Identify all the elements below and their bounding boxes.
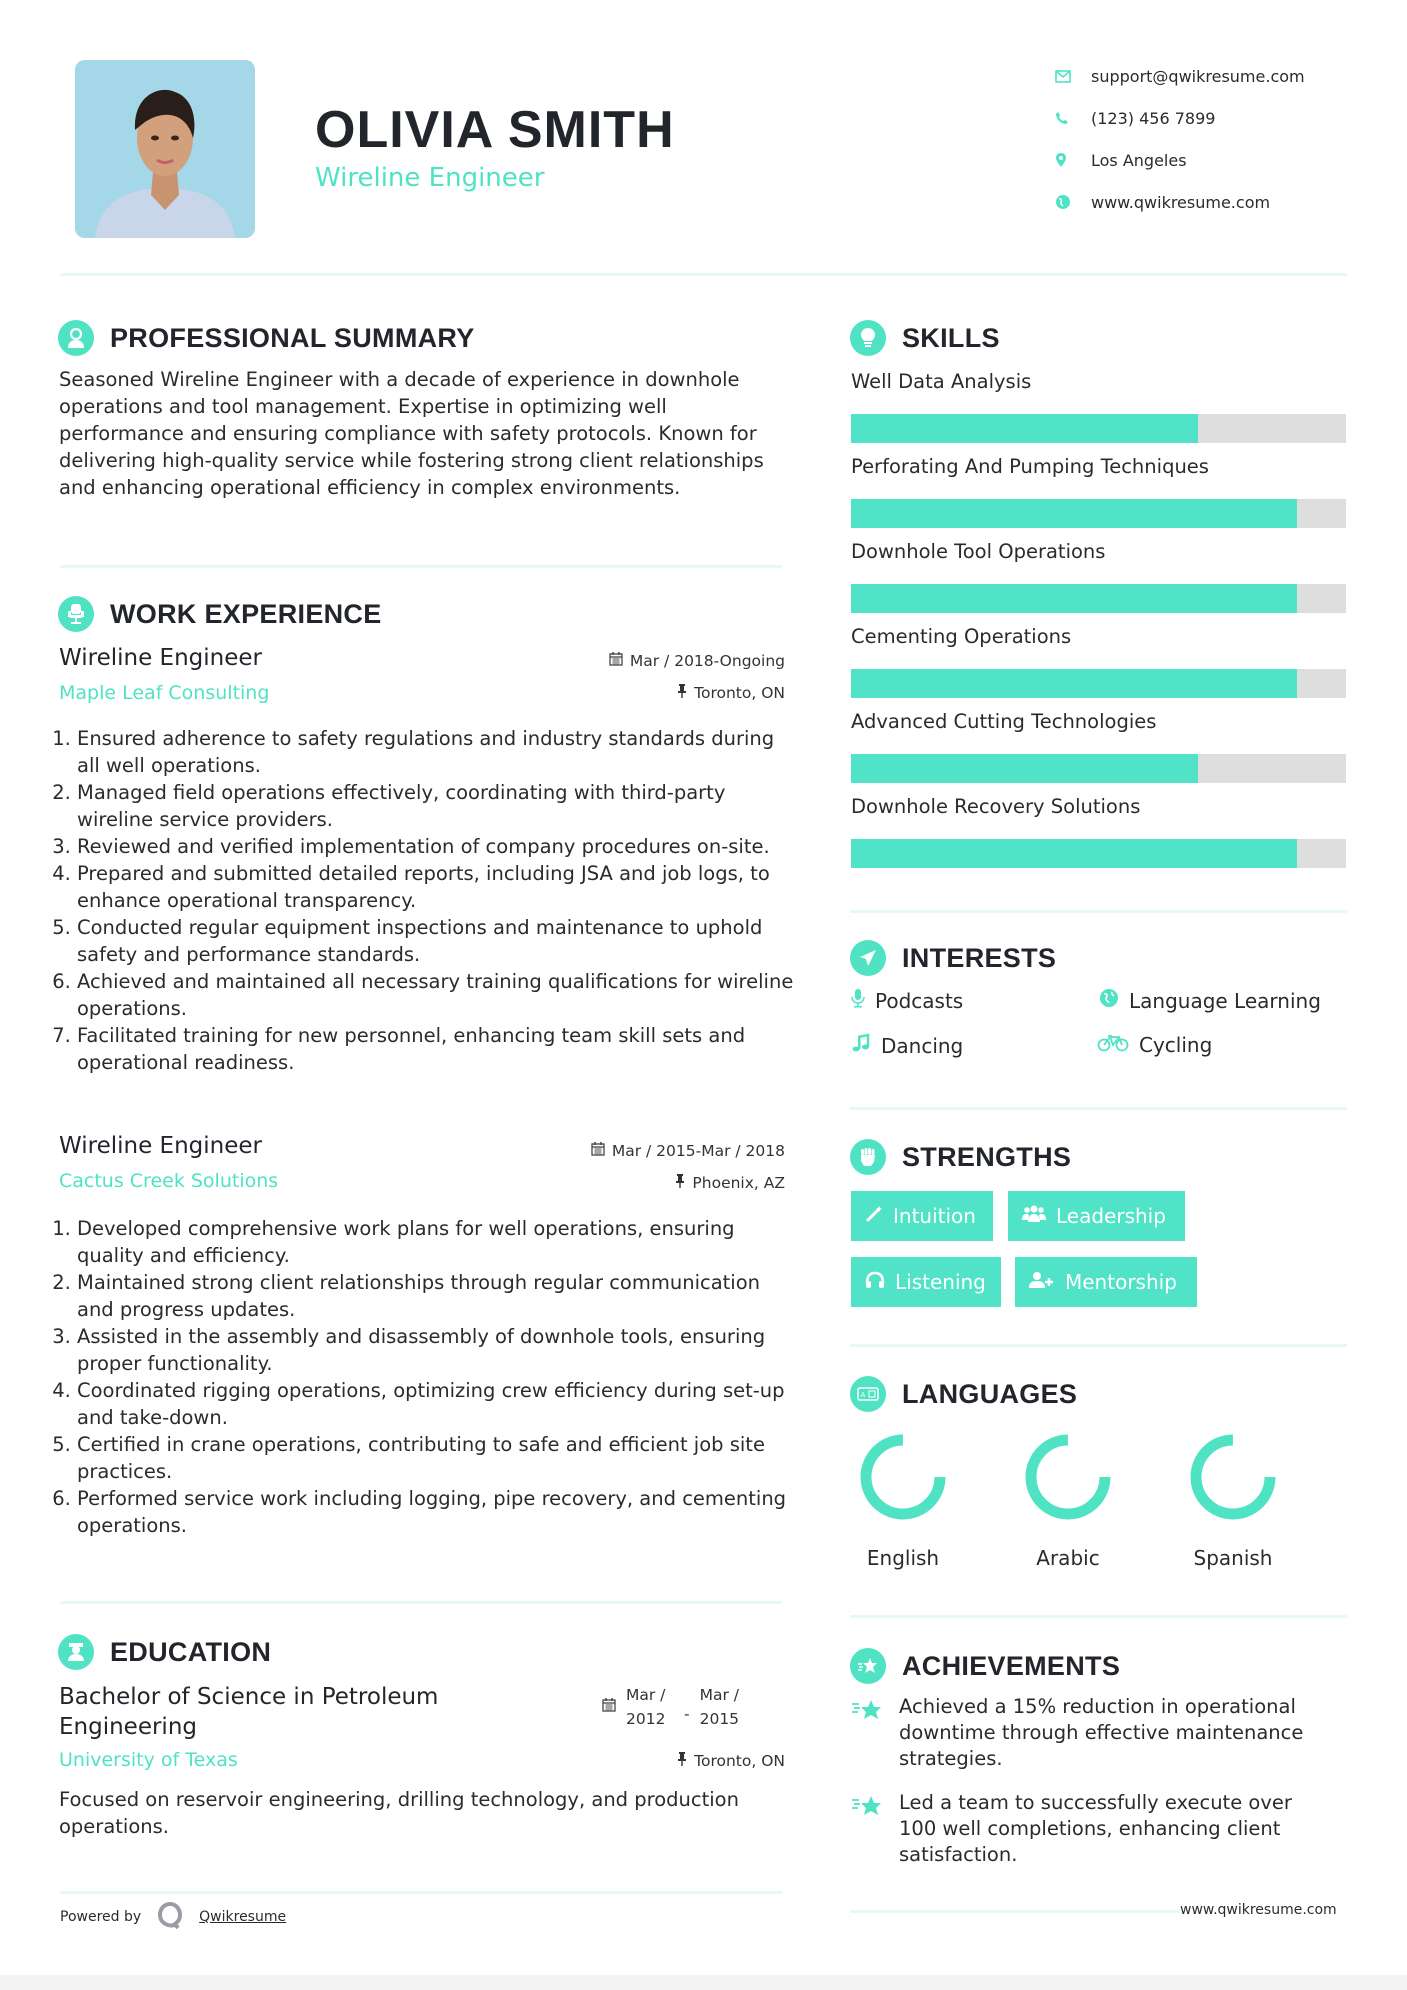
education-dates [602, 1683, 748, 1731]
qwikresume-logo-icon [155, 1900, 185, 1934]
date-separator: - [684, 1705, 690, 1723]
language-ring [1183, 1432, 1283, 1522]
achievements-title: ACHIEVEMENTS [902, 1650, 1121, 1681]
skill-bar-fill [851, 754, 1198, 783]
header-divider [60, 273, 1347, 276]
language-item [1173, 1432, 1293, 1570]
summary-text: Seasoned Wireline Engineer with a decade of experience in downhole operations and tool management. Expertise in optimizing well performance and ensuring compliance with safety protocols. Known for delivering high-quality service while fostering strong client relationships and enhancing operational efficiency in complex environments. [59, 368, 764, 499]
interest-item [851, 1033, 963, 1058]
skill-bar-fill [851, 499, 1297, 528]
education-location-text: Toronto, ON [694, 1752, 785, 1770]
languages-heading [850, 1376, 1077, 1412]
interest-label: Cycling [1139, 1033, 1213, 1057]
strength-label: Intuition [893, 1204, 976, 1228]
education-end: Mar / 2015 [699, 1686, 740, 1728]
strengths-title: STRENGTHS [902, 1141, 1072, 1172]
calendar-icon [602, 1695, 616, 1719]
strength-label: Listening [895, 1270, 986, 1294]
fist-icon [850, 1139, 886, 1175]
job-bullets [59, 1215, 794, 1539]
skill-item [851, 455, 1346, 528]
summary-title: PROFESSIONAL SUMMARY [110, 322, 475, 353]
magic-wand-icon [865, 1204, 883, 1228]
achievements-divider [850, 1910, 1180, 1913]
strengths-heading [850, 1139, 1071, 1175]
education-start: Mar / 2012 [626, 1686, 666, 1728]
skill-label: Cementing Operations [851, 625, 1072, 648]
job-bullets [59, 725, 794, 1076]
strength-label: Leadership [1056, 1204, 1166, 1228]
language-label: Spanish [1193, 1546, 1273, 1570]
pushpin-icon [677, 684, 687, 702]
skill-bar [851, 584, 1346, 613]
skills-title: SKILLS [902, 322, 1000, 353]
contact-website-text: www.qwikresume.com [1091, 192, 1271, 212]
lightbulb-icon [850, 320, 886, 356]
skill-bar [851, 754, 1346, 783]
microphone-icon [851, 988, 865, 1013]
language-ring [1018, 1432, 1118, 1522]
languages-divider [850, 1615, 1347, 1618]
skill-bar [851, 839, 1346, 868]
job-bullet: 2. Managed field operations effectively, coordinating with third-party wireline service providers. [77, 779, 794, 833]
calendar-icon [609, 652, 623, 670]
language-card-icon [850, 1376, 886, 1412]
education-title: EDUCATION [110, 1636, 272, 1667]
achievements-heading [850, 1648, 1120, 1684]
skill-label: Downhole Recovery Solutions [851, 795, 1141, 818]
achievement-item [851, 1790, 1331, 1868]
powered-by [60, 1900, 286, 1934]
skill-item [851, 625, 1346, 698]
achievement-item [851, 1694, 1331, 1772]
job-location-text: Phoenix, AZ [692, 1174, 785, 1192]
skill-label: Perforating And Pumping Techniques [851, 455, 1209, 478]
job-bullet: 4. Prepared and submitted detailed reports, including JSA and job logs, to enhance operational transparency. [77, 860, 794, 914]
job-location [480, 1174, 785, 1192]
phone-icon [1055, 111, 1091, 125]
job-company: Cactus Creek Solutions [59, 1170, 279, 1192]
skill-bar-fill [851, 584, 1297, 613]
skills-heading [850, 320, 1000, 356]
user-plus-icon [1029, 1270, 1055, 1294]
strength-tag [851, 1191, 993, 1241]
candidate-role: Wireline Engineer [315, 163, 545, 193]
interest-label: Dancing [881, 1033, 964, 1058]
globe-icon [1055, 194, 1091, 210]
job-dates [480, 652, 785, 670]
interests-title: INTERESTS [902, 942, 1057, 973]
page-bottom-edge [0, 1975, 1407, 1990]
job-title: Wireline Engineer [59, 1133, 262, 1159]
skill-bar [851, 499, 1346, 528]
contact-location [1055, 139, 1385, 181]
job-location [480, 684, 785, 702]
skill-bar-fill [851, 414, 1198, 443]
strength-tag [1015, 1257, 1197, 1307]
pushpin-icon [675, 1174, 685, 1192]
job-dates [480, 1142, 785, 1160]
summary-divider [60, 565, 782, 568]
calendar-icon [591, 1142, 605, 1160]
skill-label: Advanced Cutting Technologies [851, 710, 1157, 733]
skill-label: Downhole Tool Operations [851, 540, 1106, 563]
shooting-star-icon [851, 1694, 885, 1772]
language-ring [853, 1432, 953, 1522]
skill-label: Well Data Analysis [851, 370, 1032, 393]
job-bullet: 6. Achieved and maintained all necessary training qualifications for wireline operations. [77, 968, 794, 1022]
job-bullet: 5. Conducted regular equipment inspections and maintenance to uphold safety and performance standards. [77, 914, 794, 968]
job-bullet: 4. Coordinated rigging operations, optimizing crew efficiency during set-up and take-down. [77, 1377, 794, 1431]
user-icon [58, 320, 94, 356]
bicycle-icon [1097, 1033, 1129, 1057]
education-heading [58, 1634, 271, 1670]
candidate-name: OLIVIA SMITH [315, 101, 675, 159]
contact-phone[interactable] [1055, 97, 1385, 139]
contact-list [1055, 55, 1385, 223]
interest-item [851, 988, 963, 1013]
qwikresume-link[interactable]: Qwikresume [199, 1909, 287, 1925]
language-item [843, 1432, 963, 1570]
job-dates-text: Mar / 2015-Mar / 2018 [611, 1142, 785, 1160]
envelope-icon [1055, 70, 1091, 83]
contact-location-text: Los Angeles [1091, 150, 1187, 170]
headphones-icon [865, 1270, 885, 1294]
skill-item [851, 710, 1346, 783]
contact-website[interactable] [1055, 181, 1385, 223]
music-note-icon [851, 1033, 871, 1058]
job-bullet: 1. Ensured adherence to safety regulations and industry standards during all well operations. [77, 725, 794, 779]
experience-divider [60, 1601, 782, 1604]
interest-item [1097, 1033, 1212, 1057]
globe-icon [1099, 988, 1119, 1013]
job-dates-text: Mar / 2018-Ongoing [629, 652, 785, 670]
skills-divider [850, 910, 1347, 913]
graduate-icon [58, 1634, 94, 1670]
powered-by-label: Powered by [60, 1909, 142, 1925]
users-icon [1022, 1204, 1046, 1228]
degree-title: Bachelor of Science in Petroleum Engineering [59, 1684, 439, 1740]
language-label: English [866, 1546, 940, 1570]
summary-heading [58, 320, 475, 356]
contact-email-text: support@qwikresume.com [1091, 66, 1305, 86]
contact-phone-text: (123) 456 7899 [1091, 108, 1216, 128]
job-bullet: 5. Certified in crane operations, contributing to safe and efficient job site practices. [77, 1431, 794, 1485]
job-title: Wireline Engineer [59, 645, 262, 671]
strength-label: Mentorship [1065, 1270, 1177, 1294]
education-divider [60, 1891, 782, 1894]
office-chair-icon [58, 596, 94, 632]
school-name: University of Texas [59, 1749, 238, 1771]
interest-item [1099, 988, 1321, 1013]
map-pin-icon [1055, 152, 1091, 168]
skill-bar-fill [851, 669, 1297, 698]
strengths-divider [850, 1344, 1347, 1347]
star-badge-icon [850, 1648, 886, 1684]
education-location [480, 1752, 785, 1770]
interest-label: Podcasts [875, 988, 964, 1013]
strength-tag [1008, 1191, 1185, 1241]
experience-heading [58, 596, 382, 632]
job-bullet: 1. Developed comprehensive work plans for well operations, ensuring quality and efficiency. [77, 1215, 794, 1269]
experience-title: WORK EXPERIENCE [110, 598, 382, 629]
profile-photo [75, 60, 255, 238]
skill-bar [851, 669, 1346, 698]
svg-text:A: A [860, 1391, 866, 1399]
achievement-text: Led a team to successfully execute over 100 well completions, enhancing client satisfaction. [899, 1791, 1292, 1866]
language-label: Arabic [1036, 1546, 1100, 1570]
contact-email[interactable] [1055, 55, 1385, 97]
achievement-text: Achieved a 15% reduction in operational downtime through effective maintenance strategies. [899, 1695, 1304, 1770]
job-bullet: 2. Maintained strong client relationships through regular communication and progress updates. [77, 1269, 794, 1323]
interest-label: Language Learning [1129, 988, 1321, 1013]
pushpin-icon [677, 1752, 687, 1770]
skill-bar [851, 414, 1346, 443]
job-bullet: 7. Facilitated training for new personnel, enhancing team skill sets and operational readiness. [77, 1022, 794, 1076]
job-company: Maple Leaf Consulting [59, 682, 270, 704]
job-bullet: 3. Reviewed and verified implementation of company procedures on-site. [77, 833, 794, 860]
paper-plane-icon [850, 940, 886, 976]
skill-item [851, 540, 1346, 613]
languages-title: LANGUAGES [902, 1378, 1078, 1409]
skill-bar-fill [851, 839, 1297, 868]
skill-item [851, 370, 1346, 443]
footer-website[interactable]: www.qwikresume.com [1180, 1902, 1337, 1918]
skill-item [851, 795, 1346, 868]
job-bullet: 3. Assisted in the assembly and disassembly of downhole tools, ensuring proper functionality. [77, 1323, 794, 1377]
strength-tag [851, 1257, 1001, 1307]
job-location-text: Toronto, ON [694, 684, 785, 702]
job-bullet: 6. Performed service work including logging, pipe recovery, and cementing operations. [77, 1485, 794, 1539]
education-description: Focused on reservoir engineering, drilling technology, and production operations. [59, 1788, 739, 1838]
shooting-star-icon [851, 1790, 885, 1868]
interests-divider [850, 1107, 1347, 1110]
language-item [1008, 1432, 1128, 1570]
interests-heading [850, 940, 1056, 976]
